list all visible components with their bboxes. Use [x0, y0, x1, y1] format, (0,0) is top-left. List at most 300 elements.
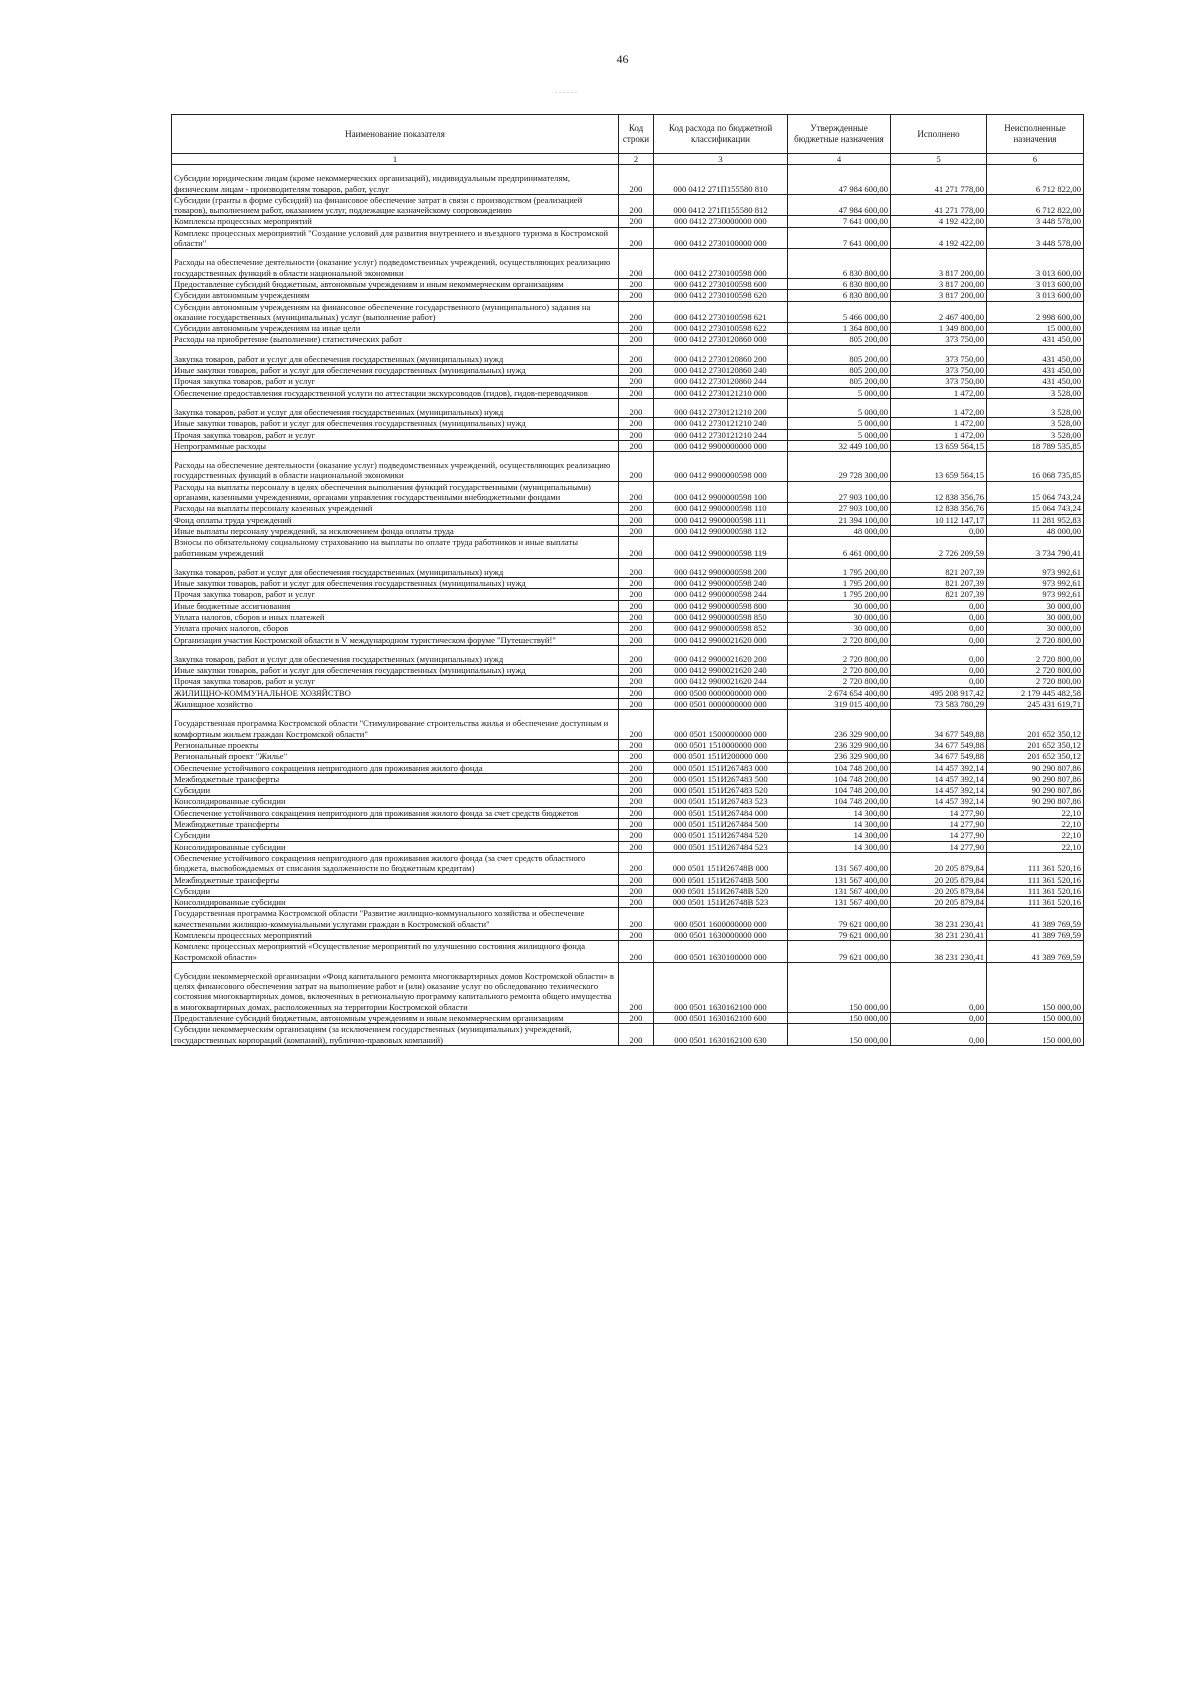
row-unexecuted: 41 389 769,59 [987, 930, 1084, 941]
table-row [172, 739, 1084, 750]
row-budget-code: 000 0501 151И267483 000 [654, 762, 788, 773]
row-approved: 32 449 100,00 [788, 440, 891, 451]
row-line-code: 200 [619, 1024, 654, 1046]
table-row [172, 874, 1084, 885]
table-row [172, 773, 1084, 784]
row-line-code: 200 [619, 1013, 654, 1024]
row-approved: 7 641 000,00 [788, 216, 891, 227]
row-unexecuted: 431 450,00 [987, 345, 1084, 364]
row-budget-code: 000 0412 9900000598 800 [654, 600, 788, 611]
row-line-code: 200 [619, 418, 654, 429]
table-row [172, 852, 1084, 874]
row-unexecuted: 3 448 578,00 [987, 227, 1084, 249]
row-name: Иные закупки товаров, работ и услуг для обеспечения государственных (муниципальных) нужд [172, 365, 619, 376]
row-approved: 236 329 900,00 [788, 751, 891, 762]
row-executed: 38 231 230,41 [891, 930, 987, 941]
row-name: Иные закупки товаров, работ и услуг для обеспечения государственных (муниципальных) нужд [172, 578, 619, 589]
table-row [172, 334, 1084, 345]
row-executed: 821 207,39 [891, 558, 987, 577]
row-budget-code: 000 0412 9900000598 240 [654, 578, 788, 589]
row-line-code: 200 [619, 503, 654, 514]
table-row [172, 578, 1084, 589]
row-approved: 30 000,00 [788, 600, 891, 611]
row-unexecuted: 431 450,00 [987, 334, 1084, 345]
row-unexecuted: 2 179 445 482,58 [987, 687, 1084, 698]
row-line-code: 200 [619, 514, 654, 525]
table-row [172, 634, 1084, 645]
row-name: Прочая закупка товаров, работ и услуг [172, 376, 619, 387]
header-line-code: Код строки [619, 115, 654, 154]
row-unexecuted: 431 450,00 [987, 365, 1084, 376]
table-row [172, 687, 1084, 698]
row-budget-code: 000 0412 9900000598 850 [654, 611, 788, 622]
row-unexecuted: 15 064 743,24 [987, 503, 1084, 514]
row-approved: 236 329 900,00 [788, 739, 891, 750]
header-executed: Исполнено [891, 115, 987, 154]
row-line-code: 200 [619, 481, 654, 503]
row-budget-code: 000 0412 9900000598 111 [654, 514, 788, 525]
row-executed: 821 207,39 [891, 578, 987, 589]
row-approved: 21 394 100,00 [788, 514, 891, 525]
table-row [172, 387, 1084, 398]
row-executed: 0,00 [891, 1024, 987, 1046]
row-name: Комплекс процессных мероприятий «Осуществление мероприятий по улучшению состояния жилищного фонда Костромской области» [172, 941, 619, 963]
row-name: Консолидированные субсидии [172, 897, 619, 908]
row-budget-code: 000 0412 9900000598 200 [654, 558, 788, 577]
row-budget-code: 000 0412 2730100598 000 [654, 249, 788, 279]
row-name: Субсидии (гранты в форме субсидий) на финансовое обеспечение затрат в связи с производством (реализацией товаров), выполнением работ, оказанием услуг, подлежащие казначейскому сопровождению [172, 194, 619, 216]
row-unexecuted: 201 652 350,12 [987, 739, 1084, 750]
row-approved: 79 621 000,00 [788, 908, 891, 930]
row-name: Субсидии автономным учреждениям на финансовое обеспечение государственного (муниципального) задания на оказание государственных (муниципальных) услуг (выполнение работ) [172, 301, 619, 323]
row-unexecuted: 245 431 619,71 [987, 699, 1084, 710]
row-approved: 1 364 800,00 [788, 323, 891, 334]
row-budget-code: 000 0501 151И26748В 520 [654, 885, 788, 896]
row-line-code: 200 [619, 830, 654, 841]
row-budget-code: 000 0501 1630162100 600 [654, 1013, 788, 1024]
row-executed: 495 208 917,42 [891, 687, 987, 698]
row-executed: 373 750,00 [891, 345, 987, 364]
table-row [172, 645, 1084, 664]
table-row [172, 537, 1084, 559]
table-row [172, 665, 1084, 676]
row-line-code: 200 [619, 785, 654, 796]
row-line-code: 200 [619, 962, 654, 1012]
row-line-code: 200 [619, 452, 654, 482]
row-budget-code: 000 0412 2730120860 200 [654, 345, 788, 364]
table-row [172, 941, 1084, 963]
row-line-code: 200 [619, 429, 654, 440]
row-line-code: 200 [619, 710, 654, 740]
table-row [172, 676, 1084, 687]
row-line-code: 200 [619, 387, 654, 398]
table-row [172, 227, 1084, 249]
row-line-code: 200 [619, 751, 654, 762]
row-approved: 48 000,00 [788, 525, 891, 536]
row-approved: 5 000,00 [788, 387, 891, 398]
row-name: Субсидии [172, 785, 619, 796]
row-approved: 7 641 000,00 [788, 227, 891, 249]
row-name: Государственная программа Костромской области "Стимулирование строительства жилья и обеспечение доступным и комфортным жильем граждан Костромской области" [172, 710, 619, 740]
row-unexecuted: 3 448 578,00 [987, 216, 1084, 227]
row-line-code: 200 [619, 558, 654, 577]
row-executed: 2 467 400,00 [891, 301, 987, 323]
row-unexecuted: 90 290 807,86 [987, 773, 1084, 784]
row-executed: 0,00 [891, 623, 987, 634]
row-approved: 5 000,00 [788, 398, 891, 417]
row-unexecuted: 2 720 800,00 [987, 676, 1084, 687]
row-budget-code: 000 0412 9900000598 110 [654, 503, 788, 514]
row-line-code: 200 [619, 611, 654, 622]
column-number: 2 [619, 154, 654, 165]
row-budget-code: 000 0501 151И267484 500 [654, 819, 788, 830]
row-line-code: 200 [619, 216, 654, 227]
row-budget-code: 000 0412 2730100598 600 [654, 278, 788, 289]
row-unexecuted: 201 652 350,12 [987, 710, 1084, 740]
row-line-code: 200 [619, 301, 654, 323]
row-budget-code: 000 0501 1600000000 000 [654, 908, 788, 930]
row-unexecuted: 15 064 743,24 [987, 481, 1084, 503]
row-executed: 0,00 [891, 1013, 987, 1024]
row-approved: 805 200,00 [788, 345, 891, 364]
row-budget-code: 000 0501 1510000000 000 [654, 739, 788, 750]
row-budget-code: 000 0501 1630000000 000 [654, 930, 788, 941]
row-budget-code: 000 0500 0000000000 000 [654, 687, 788, 698]
row-approved: 805 200,00 [788, 376, 891, 387]
row-unexecuted: 90 290 807,86 [987, 796, 1084, 807]
row-unexecuted: 2 720 800,00 [987, 665, 1084, 676]
row-executed: 373 750,00 [891, 376, 987, 387]
column-number: 1 [172, 154, 619, 165]
row-unexecuted: 973 992,61 [987, 558, 1084, 577]
row-executed: 2 726 209,59 [891, 537, 987, 559]
row-approved: 79 621 000,00 [788, 930, 891, 941]
row-executed: 3 817 200,00 [891, 249, 987, 279]
row-budget-code: 000 0501 151И26748В 523 [654, 897, 788, 908]
table-row [172, 623, 1084, 634]
table-row [172, 418, 1084, 429]
row-approved: 5 466 000,00 [788, 301, 891, 323]
row-name: Обеспечение предоставления государственной услуги по аттестации экскурсоводов (гидов), гидов-переводчиков [172, 387, 619, 398]
table-row [172, 885, 1084, 896]
row-approved: 2 720 800,00 [788, 665, 891, 676]
row-line-code: 200 [619, 930, 654, 941]
row-unexecuted: 3 528,00 [987, 398, 1084, 417]
table-row [172, 841, 1084, 852]
row-executed: 34 677 549,88 [891, 751, 987, 762]
row-name: Жилищное хозяйство [172, 699, 619, 710]
row-line-code: 200 [619, 194, 654, 216]
row-line-code: 200 [619, 841, 654, 852]
row-approved: 6 830 800,00 [788, 278, 891, 289]
table-row [172, 376, 1084, 387]
table-row [172, 600, 1084, 611]
row-line-code: 200 [619, 537, 654, 559]
row-budget-code: 000 0501 1630100000 000 [654, 941, 788, 963]
row-approved: 104 748 200,00 [788, 773, 891, 784]
row-line-code: 200 [619, 852, 654, 874]
row-unexecuted: 6 712 822,00 [987, 194, 1084, 216]
row-unexecuted: 18 789 535,85 [987, 440, 1084, 451]
row-budget-code: 000 0501 151И267484 000 [654, 807, 788, 818]
table-row [172, 323, 1084, 334]
row-budget-code: 000 0412 9900000598 119 [654, 537, 788, 559]
row-executed: 4 192 422,00 [891, 227, 987, 249]
row-executed: 3 817 200,00 [891, 278, 987, 289]
row-budget-code: 000 0412 2730100598 621 [654, 301, 788, 323]
row-executed: 41 271 778,00 [891, 165, 987, 195]
table-row [172, 762, 1084, 773]
header-unexecuted: Неисполненные назначения [987, 115, 1084, 154]
row-approved: 150 000,00 [788, 1013, 891, 1024]
row-name: Организация участия Костромской области в V международном туристическом форуме "Путешествуй!" [172, 634, 619, 645]
row-executed: 38 231 230,41 [891, 908, 987, 930]
row-name: Прочая закупка товаров, работ и услуг [172, 429, 619, 440]
row-unexecuted: 22,10 [987, 841, 1084, 852]
row-unexecuted: 150 000,00 [987, 1024, 1084, 1046]
row-line-code: 200 [619, 440, 654, 451]
row-unexecuted: 2 720 800,00 [987, 634, 1084, 645]
row-unexecuted: 111 361 520,16 [987, 852, 1084, 874]
row-line-code: 200 [619, 645, 654, 664]
row-executed: 1 472,00 [891, 387, 987, 398]
row-unexecuted: 111 361 520,16 [987, 885, 1084, 896]
row-line-code: 200 [619, 323, 654, 334]
row-executed: 41 271 778,00 [891, 194, 987, 216]
row-name: Комплексы процессных мероприятий [172, 930, 619, 941]
row-budget-code: 000 0412 9900021620 000 [654, 634, 788, 645]
row-name: ЖИЛИЩНО-КОММУНАЛЬНОЕ ХОЗЯЙСТВО [172, 687, 619, 698]
row-approved: 30 000,00 [788, 611, 891, 622]
row-budget-code: 000 0412 9900000598 000 [654, 452, 788, 482]
table-row [172, 1024, 1084, 1046]
row-line-code: 200 [619, 634, 654, 645]
row-executed: 14 277,90 [891, 841, 987, 852]
table-row [172, 699, 1084, 710]
table-row [172, 249, 1084, 279]
row-name: Субсидии юридическим лицам (кроме некоммерческих организаций), индивидуальным предпринимателям, физическим лицам - производителям товаров, работ, услуг [172, 165, 619, 195]
row-approved: 5 000,00 [788, 418, 891, 429]
row-unexecuted: 2 998 600,00 [987, 301, 1084, 323]
row-budget-code: 000 0501 151И267484 520 [654, 830, 788, 841]
row-unexecuted: 201 652 350,12 [987, 751, 1084, 762]
row-budget-code: 000 0412 2730121210 000 [654, 387, 788, 398]
page-number: 46 [616, 52, 629, 66]
row-line-code: 200 [619, 762, 654, 773]
row-approved: 2 720 800,00 [788, 645, 891, 664]
row-executed: 14 277,90 [891, 830, 987, 841]
row-approved: 104 748 200,00 [788, 796, 891, 807]
row-line-code: 200 [619, 376, 654, 387]
row-budget-code: 000 0501 151И26748В 000 [654, 852, 788, 874]
row-line-code: 200 [619, 165, 654, 195]
row-name: Субсидии некоммерческой организации «Фонд капитального ремонта многоквартирных домов Костромской области» в целях финансового обеспечения затрат на выполнение работ и (или) оказание услуг по обследованию технического состояния многоквартирных домов, включенных в региональную программу капитального ремонта общего имущества в многоквартирных домах, расположенных на территории Костромской области [172, 962, 619, 1012]
row-approved: 319 015 400,00 [788, 699, 891, 710]
row-unexecuted: 973 992,61 [987, 578, 1084, 589]
row-executed: 20 205 879,84 [891, 852, 987, 874]
column-number-row [172, 154, 1084, 165]
row-unexecuted: 6 712 822,00 [987, 165, 1084, 195]
column-number: 4 [788, 154, 891, 165]
row-executed: 14 457 392,14 [891, 796, 987, 807]
row-executed: 0,00 [891, 665, 987, 676]
table-row [172, 525, 1084, 536]
row-executed: 20 205 879,84 [891, 897, 987, 908]
row-name: Расходы на выплаты персоналу казенных учреждений [172, 503, 619, 514]
row-approved: 6 461 000,00 [788, 537, 891, 559]
table-row [172, 481, 1084, 503]
row-approved: 1 795 200,00 [788, 578, 891, 589]
row-line-code: 200 [619, 676, 654, 687]
row-approved: 131 567 400,00 [788, 897, 891, 908]
row-name: Закупка товаров, работ и услуг для обеспечения государственных (муниципальных) нужд [172, 345, 619, 364]
row-name: Комплекс процессных мероприятий "Создание условий для развития внутреннего и въездного туризма в Костромской области" [172, 227, 619, 249]
row-name: Региональные проекты [172, 739, 619, 750]
row-name: Уплата налогов, сборов и иных платежей [172, 611, 619, 622]
row-name: Обеспечение устойчивого сокращения непригодного для проживания жилого фонда (за счет средств областного бюджета, высвобождаемых от списания задолженности по бюджетным кредитам) [172, 852, 619, 874]
table-row [172, 930, 1084, 941]
row-line-code: 200 [619, 623, 654, 634]
row-executed: 73 583 780,29 [891, 699, 987, 710]
row-unexecuted: 3 013 600,00 [987, 278, 1084, 289]
table-row [172, 830, 1084, 841]
row-line-code: 200 [619, 249, 654, 279]
row-executed: 0,00 [891, 634, 987, 645]
row-line-code: 200 [619, 897, 654, 908]
row-budget-code: 000 0412 9900000598 244 [654, 589, 788, 600]
row-budget-code: 000 0412 271П155580 812 [654, 194, 788, 216]
row-unexecuted: 41 389 769,59 [987, 941, 1084, 963]
row-executed: 10 112 147,17 [891, 514, 987, 525]
row-budget-code: 000 0412 2730100598 620 [654, 290, 788, 301]
row-name: Прочая закупка товаров, работ и услуг [172, 676, 619, 687]
row-name: Субсидии [172, 885, 619, 896]
row-name: Иные выплаты персоналу учреждений, за исключением фонда оплаты труда [172, 525, 619, 536]
row-approved: 150 000,00 [788, 962, 891, 1012]
row-approved: 1 795 200,00 [788, 589, 891, 600]
table-row [172, 301, 1084, 323]
row-line-code: 200 [619, 398, 654, 417]
row-unexecuted: 3 013 600,00 [987, 249, 1084, 279]
column-number: 3 [654, 154, 788, 165]
row-approved: 2 674 654 400,00 [788, 687, 891, 698]
row-executed: 4 192 422,00 [891, 216, 987, 227]
row-approved: 14 300,00 [788, 841, 891, 852]
row-name: Иные закупки товаров, работ и услуг для обеспечения государственных (муниципальных) нужд [172, 665, 619, 676]
row-executed: 0,00 [891, 676, 987, 687]
row-line-code: 200 [619, 665, 654, 676]
row-name: Предоставление субсидий бюджетным, автономным учреждениям и иным некоммерческим организациям [172, 1013, 619, 1024]
row-line-code: 200 [619, 578, 654, 589]
row-approved: 104 748 200,00 [788, 785, 891, 796]
row-executed: 1 349 800,00 [891, 323, 987, 334]
row-unexecuted: 150 000,00 [987, 1013, 1084, 1024]
row-executed: 20 205 879,84 [891, 874, 987, 885]
row-name: Субсидии автономным учреждениям на иные цели [172, 323, 619, 334]
row-name: Непрограммные расходы [172, 440, 619, 451]
row-budget-code: 000 0412 2730100598 622 [654, 323, 788, 334]
table-row [172, 165, 1084, 195]
row-line-code: 200 [619, 699, 654, 710]
row-name: Региональный проект "Жилье" [172, 751, 619, 762]
row-line-code: 200 [619, 908, 654, 930]
row-unexecuted: 150 000,00 [987, 962, 1084, 1012]
row-name: Уплата прочих налогов, сборов [172, 623, 619, 634]
row-line-code: 200 [619, 278, 654, 289]
row-approved: 131 567 400,00 [788, 852, 891, 874]
row-line-code: 200 [619, 885, 654, 896]
row-executed: 34 677 549,88 [891, 739, 987, 750]
row-unexecuted: 90 290 807,86 [987, 762, 1084, 773]
row-name: Комплексы процессных мероприятий [172, 216, 619, 227]
row-executed: 20 205 879,84 [891, 885, 987, 896]
table-row [172, 611, 1084, 622]
row-budget-code: 000 0412 2730000000 000 [654, 216, 788, 227]
row-budget-code: 000 0501 151И267483 523 [654, 796, 788, 807]
column-number: 6 [987, 154, 1084, 165]
row-name: Расходы на обеспечение деятельности (оказание услуг) подведомственных учреждений, осуществляющих реализацию государственных функций в области национальной экономики [172, 452, 619, 482]
table-row [172, 751, 1084, 762]
row-line-code: 200 [619, 600, 654, 611]
row-approved: 27 903 100,00 [788, 481, 891, 503]
row-budget-code: 000 0501 151И26748В 500 [654, 874, 788, 885]
row-executed: 3 817 200,00 [891, 290, 987, 301]
row-unexecuted: 30 000,00 [987, 611, 1084, 622]
table-row [172, 558, 1084, 577]
row-name: Фонд оплаты труда учреждений [172, 514, 619, 525]
row-budget-code: 000 0412 2730120860 240 [654, 365, 788, 376]
row-approved: 47 984 600,00 [788, 165, 891, 195]
row-unexecuted: 111 361 520,16 [987, 874, 1084, 885]
table-row [172, 365, 1084, 376]
row-executed: 14 457 392,14 [891, 762, 987, 773]
row-name: Иные закупки товаров, работ и услуг для обеспечения государственных (муниципальных) нужд [172, 418, 619, 429]
table-row [172, 452, 1084, 482]
row-line-code: 200 [619, 807, 654, 818]
row-unexecuted: 2 720 800,00 [987, 645, 1084, 664]
row-name: Межбюджетные трансферты [172, 874, 619, 885]
row-name: Взносы по обязательному социальному страхованию на выплаты по оплате труда работников и иные выплаты работникам учреждений [172, 537, 619, 559]
table-row [172, 440, 1084, 451]
row-executed: 13 659 564,15 [891, 440, 987, 451]
row-budget-code: 000 0412 2730121210 244 [654, 429, 788, 440]
table-row [172, 589, 1084, 600]
row-budget-code: 000 0501 151И267484 523 [654, 841, 788, 852]
row-unexecuted: 3 734 790,41 [987, 537, 1084, 559]
row-unexecuted: 22,10 [987, 807, 1084, 818]
row-executed: 13 659 564,15 [891, 452, 987, 482]
row-budget-code: 000 0412 2730121210 200 [654, 398, 788, 417]
table-row [172, 796, 1084, 807]
row-line-code: 200 [619, 365, 654, 376]
row-line-code: 200 [619, 739, 654, 750]
row-approved: 2 720 800,00 [788, 676, 891, 687]
row-approved: 805 200,00 [788, 365, 891, 376]
table-row [172, 897, 1084, 908]
row-executed: 1 472,00 [891, 418, 987, 429]
row-budget-code: 000 0412 9900000598 100 [654, 481, 788, 503]
row-budget-code: 000 0501 1500000000 000 [654, 710, 788, 740]
row-executed: 12 838 356,76 [891, 503, 987, 514]
table-row [172, 503, 1084, 514]
row-approved: 150 000,00 [788, 1024, 891, 1046]
row-approved: 805 200,00 [788, 334, 891, 345]
row-line-code: 200 [619, 773, 654, 784]
row-executed: 1 472,00 [891, 398, 987, 417]
table-row [172, 785, 1084, 796]
row-executed: 0,00 [891, 600, 987, 611]
table-row [172, 216, 1084, 227]
